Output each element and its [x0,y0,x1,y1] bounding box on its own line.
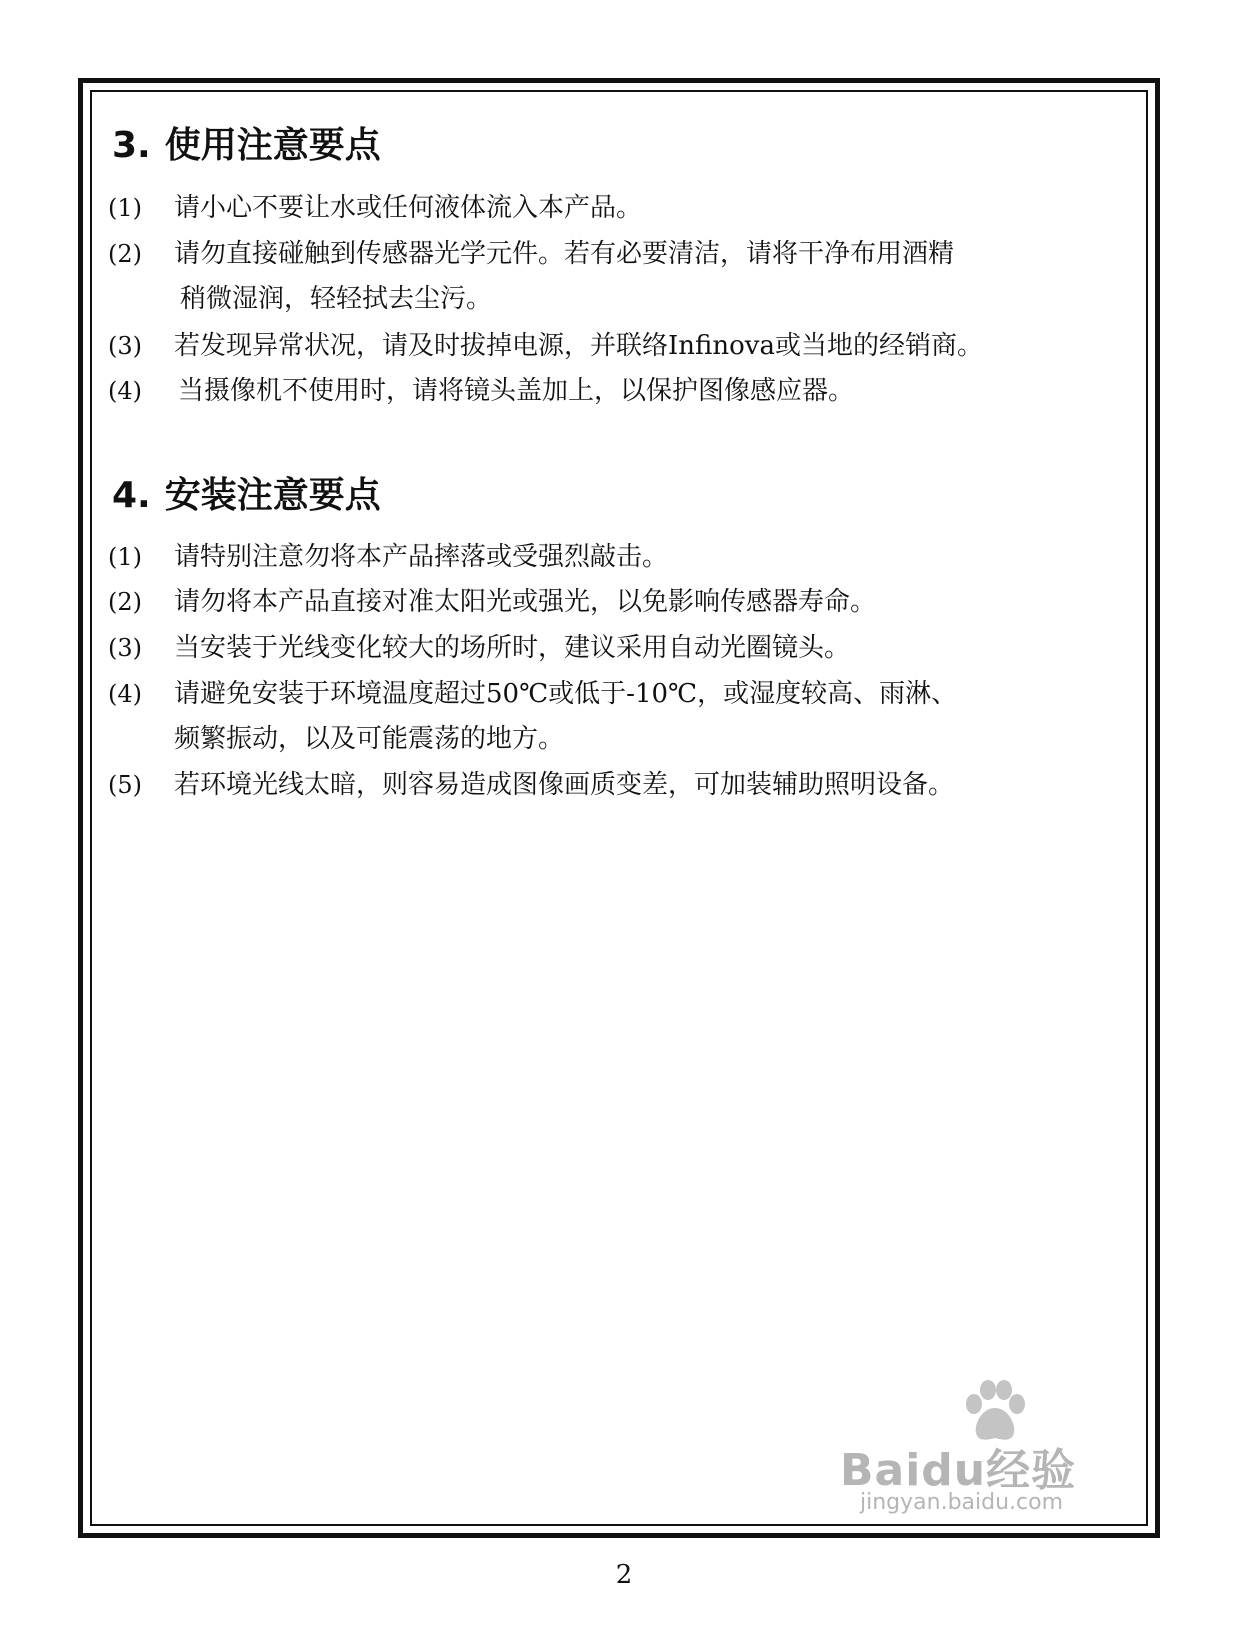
section-4-title: 安装注意要点 [164,475,381,516]
list-item-text: 请特别注意勿将本产品摔落或受强烈敲击。 [174,542,669,572]
list-item-marker: (5) [108,771,142,799]
list-item-text: 若发现异常状况，请及时拔掉电源，并联络Infinova或当地的经销商。 [174,331,983,361]
list-item-text-continued: 频繁振动，以及可能震荡的地方。 [174,724,565,754]
list-item-marker: (2) [108,588,142,616]
page-number: 2 [615,1560,633,1590]
list-item-text: 若环境光线太暗，则容易造成图像画质变差，可加装辅助照明设备。 [174,770,955,800]
list-item-text: 请勿直接碰触到传感器光学元件。若有必要清洁，请将干净布用酒精 [174,239,955,269]
section-4-heading [112,474,381,518]
list-item-text: 当摄像机不使用时，请将镜头盖加上，以保护图像感应器。 [178,376,855,406]
list-item-text-continued: 稍微湿润，轻轻拭去尘污。 [180,284,493,314]
list-item-text: 请避免安装于环境温度超过50℃或低于-10℃，或湿度较高、雨淋、 [174,679,958,709]
list-item-marker: (4) [108,680,142,708]
list-item-marker: (2) [108,240,142,268]
list-item-marker: (4) [108,377,142,405]
section-3-heading [112,124,381,168]
list-item-marker: (1) [108,543,142,571]
list-item-marker: (1) [108,194,142,222]
list-item-text: 当安装于光线变化较大的场所时，建议采用自动光圈镜头。 [174,633,851,663]
section-4-number: 4. [112,475,151,516]
section-3-number: 3. [112,125,151,166]
section-3-title: 使用注意要点 [164,125,381,166]
watermark-site: jingyan.baidu.com [860,1490,1064,1515]
list-item-marker: (3) [108,332,142,360]
watermark-brand: Baidu经验 [840,1445,1077,1496]
list-item-text: 请勿将本产品直接对准太阳光或强光，以免影响传感器寿命。 [174,587,877,617]
baidu-watermark [840,1378,1130,1518]
list-item-marker: (3) [108,634,142,662]
list-item-text: 请小心不要让水或任何液体流入本产品。 [174,193,643,223]
